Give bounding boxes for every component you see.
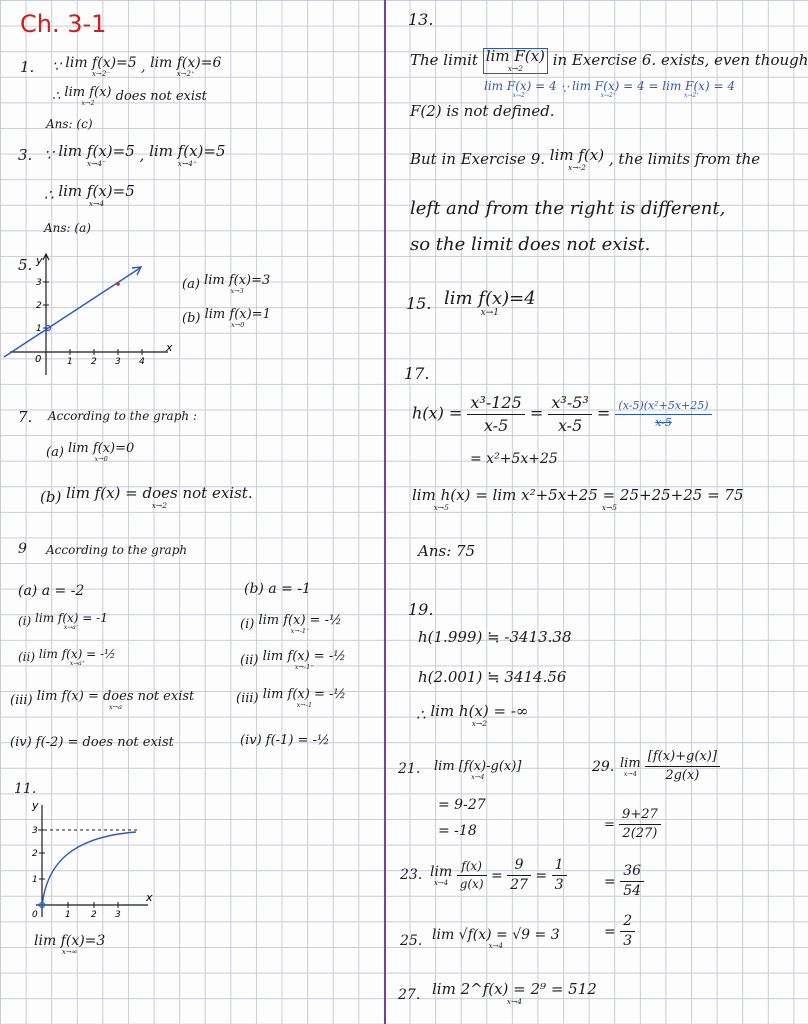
limit-expression: lim f(x) = -½ x→-1	[262, 687, 346, 709]
problem-number: 15.	[406, 294, 432, 313]
limit-expression: lim f(x) = -1 x→a⁻	[35, 611, 108, 631]
problem-number: 1.	[20, 58, 35, 76]
problem-number: 19.	[408, 600, 434, 619]
problem-number: 17.	[404, 364, 430, 383]
x-axis-label: x	[166, 341, 173, 354]
graph-problem-5	[0, 250, 190, 380]
limit-expression: lim f(x) = does not exist x→a	[36, 689, 195, 711]
answer: Ans: (c)	[46, 117, 93, 131]
y-tick-label: 2	[32, 849, 38, 859]
function-curve	[42, 832, 136, 907]
problem-number: 23.	[400, 867, 423, 883]
x-tick-label: 2	[91, 357, 97, 367]
blue-cancel: $\frac{\text{(x-5)(x²+5x+25)}}{x-5}$	[615, 400, 711, 429]
blue-note: lim F(x) = 4 x→2⁻ ∵ lim F(x) = 4 x→2⁺ = lim F(x) = 4 x→2⁺	[484, 79, 735, 99]
problem-number: 27.	[398, 987, 421, 1003]
y-axis-label: y	[32, 799, 39, 812]
limit-expression: lim f(x) = -½ x→-1⁻	[258, 613, 342, 635]
page-title: Ch. 3-1	[20, 10, 107, 38]
limit-expression: lim h(x) = -∞ x→2	[430, 702, 529, 728]
column-divider	[384, 0, 386, 1024]
limit-expression: lim f(x) = -½ x→-1⁺	[262, 649, 346, 671]
limit-expression: lim f(x)=3 x→3	[204, 273, 271, 295]
limit-expression: lim f(x)=6 x→2⁺	[150, 55, 222, 78]
limit-expression: = lim x²+5x+25 = 25+25+25 = 75 x→5	[475, 486, 744, 512]
limit-expression: lim [f(x)-g(x)] x→4	[434, 759, 522, 781]
limit-expression: lim h(x) x→5	[412, 486, 471, 512]
origin-label: 0	[35, 354, 42, 365]
problem-number: 7.	[18, 408, 33, 426]
answer: Ans: 75	[418, 542, 476, 560]
limit-expression: lim f(x) x→2	[64, 85, 112, 107]
y-tick-label: 2	[36, 301, 42, 311]
problem-number: 11.	[14, 781, 37, 797]
because-symbol: ∵	[44, 145, 54, 164]
x-tick-label: 1	[67, 357, 73, 367]
problem-number: 5.	[18, 256, 33, 274]
limit-expression: lim f(x) = does not exist. x→2	[66, 484, 253, 510]
answer: Ans: (a)	[44, 221, 91, 235]
function-line	[4, 268, 140, 357]
problem-number: 13.	[408, 10, 434, 29]
therefore-symbol: ∴	[44, 185, 54, 204]
y-axis-label: y	[36, 254, 43, 267]
y-tick-label: 3	[36, 278, 42, 288]
problem-text: According to the graph :	[48, 409, 197, 423]
boxed-limit: lim F(x) x→2	[483, 48, 548, 74]
y-tick-label: 1	[32, 875, 38, 885]
because-symbol: ∵	[52, 59, 61, 75]
y-tick-label: 3	[32, 826, 38, 836]
limit-expression: lim f(x)=4 x→1	[444, 288, 536, 318]
y-tick-label: 1	[36, 324, 42, 334]
limit-expression: lim f(x)=5 x→4⁺	[149, 142, 226, 168]
problem-number: 3.	[18, 146, 33, 164]
x-tick-label: 3	[115, 910, 121, 920]
problem-number: 25.	[400, 933, 423, 949]
origin-label: 0	[32, 910, 38, 920]
final-answer: $\frac{2}{3}$	[620, 914, 635, 950]
graph-problem-11	[0, 795, 170, 925]
problem-number: 29.	[592, 759, 615, 775]
x-tick-label: 3	[115, 357, 121, 367]
limit-expression: lim f(x)=5 x→4⁻	[58, 142, 135, 168]
limit-expression: lim √f(x) = √9 = 3 x→4	[432, 927, 560, 950]
limit-expression: lim f(x)=0 x→0	[68, 441, 135, 463]
limit-expression: lim 2^f(x) = 2⁹ = 512 x→4	[432, 980, 597, 1006]
limit-expression: lim f(x)=5 x→4	[58, 182, 135, 208]
x-axis-label: x	[146, 891, 153, 904]
limit-expression: lim f(x)=5 x→2⁻	[65, 55, 137, 78]
x-tick-label: 4	[139, 357, 145, 367]
x-tick-label: 2	[91, 910, 97, 920]
limit-expression: lim f(x)=1 x→0	[204, 307, 271, 329]
problem-text: According to the graph	[46, 543, 188, 557]
x-tick-label: 1	[65, 910, 71, 920]
therefore-symbol: ∴	[52, 88, 61, 104]
problem-number: 21.	[398, 761, 421, 777]
limit-expression: lim f(x) = -½ x→a⁺	[38, 647, 116, 667]
limit-expression: lim f(x)=3 x→∞	[34, 933, 106, 956]
problem-number: 9	[18, 541, 27, 557]
red-point	[116, 282, 120, 286]
